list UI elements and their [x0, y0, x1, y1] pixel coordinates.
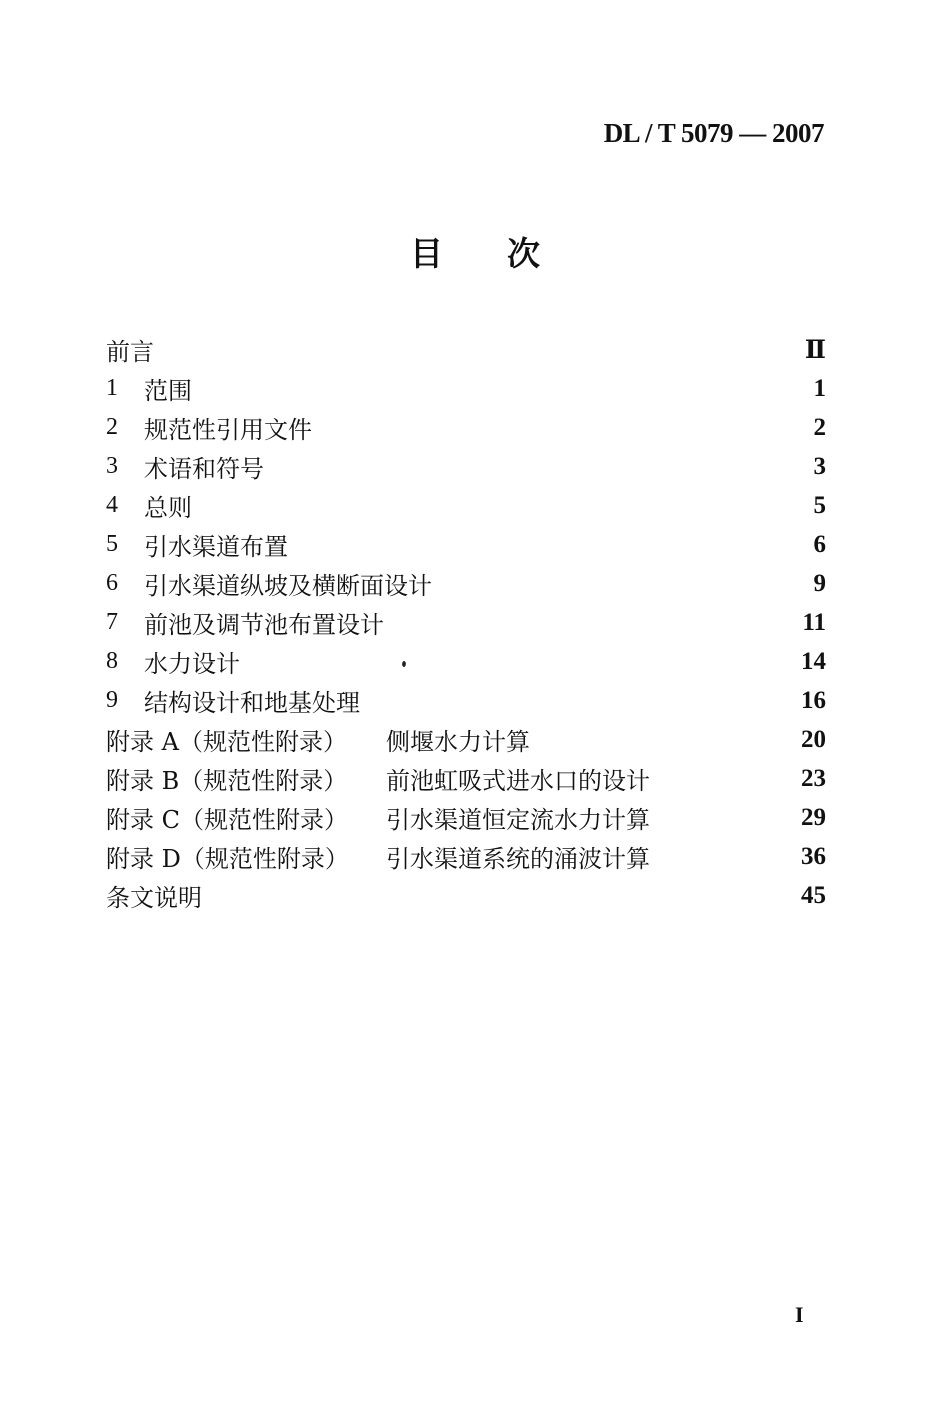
toc-page-number: 6 — [813, 530, 826, 558]
toc-page-number: 5 — [813, 491, 826, 519]
toc-row-chapter-1[interactable] — [106, 369, 826, 408]
toc-row-chapter-3[interactable] — [106, 447, 826, 486]
toc-appendix-prefix: 附录 B（规范性附录） — [106, 767, 348, 795]
toc-row-chapter-9[interactable] — [106, 681, 826, 720]
toc-label: 范围 — [144, 377, 192, 405]
toc-page-number: 16 — [801, 686, 826, 714]
toc-row-explanation[interactable] — [106, 876, 826, 915]
toc-chapter-number: 9 — [106, 687, 118, 713]
page-title: 目次 — [410, 234, 604, 273]
page-number: I — [795, 1302, 804, 1327]
toc-page-number: 29 — [801, 803, 826, 831]
toc-page-number: Ⅱ — [804, 336, 826, 364]
toc-row-chapter-7[interactable] — [106, 603, 826, 642]
toc-chapter-number: 5 — [106, 531, 118, 557]
toc-label: 引水渠道纵坡及横断面设计 — [144, 572, 432, 600]
toc-chapter-number: 1 — [106, 375, 118, 401]
toc-row-chapter-5[interactable] — [106, 525, 826, 564]
toc-row-chapter-8[interactable] — [106, 642, 826, 681]
toc-label: 侧堰水力计算 — [386, 728, 530, 756]
toc-page-number: 3 — [813, 452, 826, 480]
toc-label: 总则 — [144, 494, 192, 522]
toc-label: 条文说明 — [106, 884, 202, 912]
toc-page-number: 9 — [813, 569, 826, 597]
toc-row-appendix-c[interactable] — [106, 798, 826, 837]
toc-row-chapter-2[interactable] — [106, 408, 826, 447]
standard-code: DL / T 5079 — 2007 — [603, 118, 824, 148]
toc-chapter-number: 2 — [106, 414, 118, 440]
toc-label: 引水渠道系统的涌波计算 — [386, 845, 650, 873]
toc-row-appendix-d[interactable] — [106, 837, 826, 876]
toc-label: 结构设计和地基处理 — [144, 689, 360, 717]
toc-appendix-prefix: 附录 D（规范性附录） — [106, 845, 349, 873]
toc-label: 前言 — [106, 338, 154, 366]
toc-chapter-number: 3 — [106, 453, 118, 479]
toc-label: 前池虹吸式进水口的设计 — [386, 767, 650, 795]
toc-label: 术语和符号 — [144, 455, 264, 483]
toc-chapter-number: 7 — [106, 609, 118, 635]
toc-page-number: 1 — [813, 374, 826, 402]
toc-page-number: 14 — [801, 647, 826, 675]
table-of-contents — [106, 330, 826, 915]
toc-label: 前池及调节池布置设计 — [144, 611, 384, 639]
toc-label: 引水渠道恒定流水力计算 — [386, 806, 650, 834]
toc-appendix-prefix: 附录 C（规范性附录） — [106, 806, 348, 834]
toc-appendix-prefix: 附录 A（规范性附录） — [106, 728, 347, 756]
toc-row-chapter-4[interactable] — [106, 486, 826, 525]
toc-row-appendix-a[interactable] — [106, 720, 826, 759]
toc-label: 规范性引用文件 — [144, 416, 312, 444]
toc-chapter-number: 6 — [106, 570, 118, 596]
toc-page-number: 36 — [801, 842, 826, 870]
toc-page-number: 23 — [801, 764, 826, 792]
toc-row-foreword[interactable] — [106, 330, 826, 369]
toc-chapter-number: 4 — [106, 492, 118, 518]
toc-page-number: 2 — [813, 413, 826, 441]
toc-row-appendix-b[interactable] — [106, 759, 826, 798]
toc-row-chapter-6[interactable] — [106, 564, 826, 603]
toc-label: 水力设计 — [144, 650, 240, 678]
toc-page-number: 20 — [801, 725, 826, 753]
toc-page-number: 45 — [801, 881, 826, 909]
toc-chapter-number: 8 — [106, 648, 118, 674]
toc-page-number: 11 — [802, 608, 826, 636]
toc-label: 引水渠道布置 — [144, 533, 288, 561]
